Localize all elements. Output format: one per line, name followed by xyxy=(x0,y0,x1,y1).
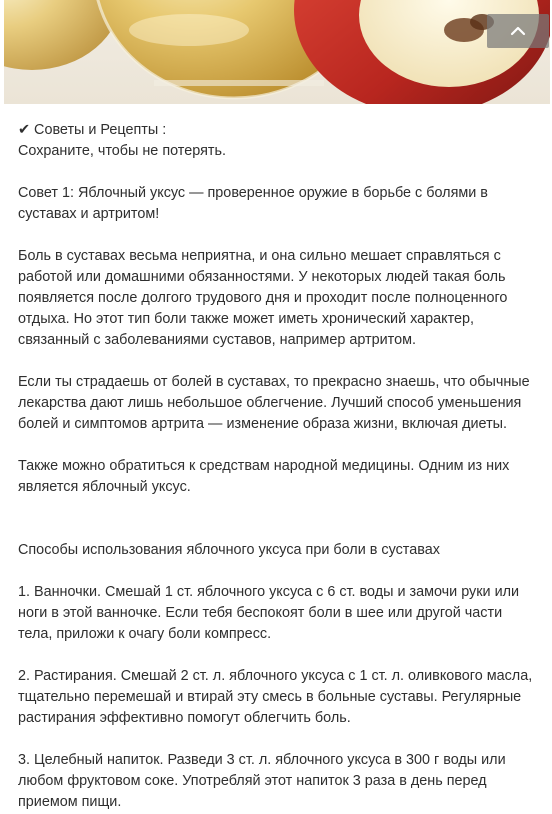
scroll-to-top-button[interactable] xyxy=(487,14,549,48)
chevron-up-icon xyxy=(510,26,526,36)
header-line-2: Сохраните, чтобы не потерять. xyxy=(18,143,226,159)
article-content xyxy=(18,120,538,813)
method-3: 3. Целебный напиток. Разведи 3 ст. л. яблочного уксуса в 300 г воды или любом фруктовом соке. Употребляй этот напиток 3 раза в день перед приемом пищи. xyxy=(18,752,506,810)
paragraph-1: Боль в суставах весьма неприятна, и она сильно мешает справляться с работой или домашними обязанностями. У некоторых людей такая боль появляется после долгого трудового дня и проходит после полноценного отдыха. Но этот тип боли также может иметь хронический характер, связанный с заболеваниями суставов, например артритом. xyxy=(18,248,508,348)
hero-image xyxy=(4,0,550,104)
tip-title: Совет 1: Яблочный уксус — проверенное оружие в борьбе с болями в суставах и артритом! xyxy=(18,185,488,222)
paragraph-3: Также можно обратиться к средствам народной медицины. Одним из них является яблочный уксус. xyxy=(18,458,510,495)
method-2: 2. Растирания. Смешай 2 ст. л. яблочного уксуса с 1 ст. л. оливкового масла, тщательно перемешай и втирай эту смесь в больные суставы. Регулярные растирания эффективно помогут облегчить боль. xyxy=(18,668,533,726)
methods-title: Способы использования яблочного уксуса при боли в суставах xyxy=(18,542,440,558)
method-1: 1. Ванночки. Смешай 1 ст. яблочного уксуса с 6 ст. воды и замочи руки или ноги в этой ванночке. Если тебя беспокоят боли в шее или другой части тела, приложи к очагу боли компресс. xyxy=(18,584,520,642)
paragraph-2: Если ты страдаешь от болей в суставах, то прекрасно знаешь, что обычные лекарства дают лишь небольшое облегчение. Лучший способ уменьшения болей и симптомов артрита — изменение образа жизни, включая диеты. xyxy=(18,374,530,432)
header-line-1: ✔ Советы и Рецепты : xyxy=(18,122,167,138)
